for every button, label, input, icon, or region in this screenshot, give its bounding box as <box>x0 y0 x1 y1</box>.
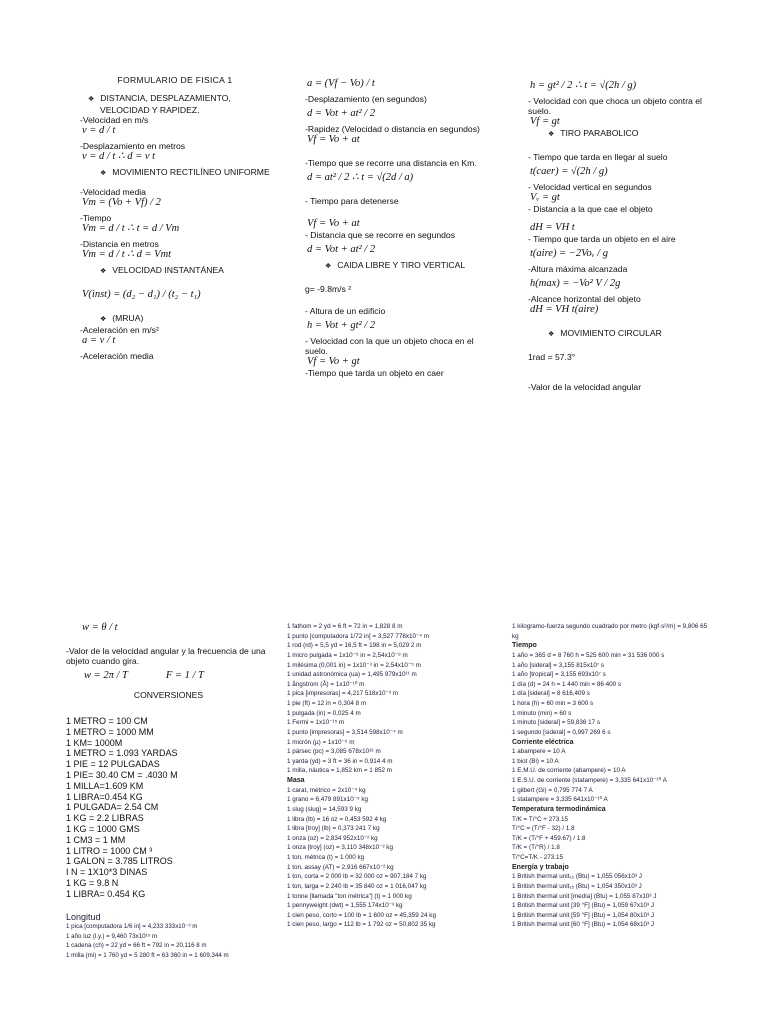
label: -Rapidez (Velocidad o distancia en segundos) <box>305 124 480 134</box>
conversion-line: 1 GALON = 3.785 LITROS <box>66 856 173 867</box>
formula: d = Vot + at² / 2 <box>307 108 376 119</box>
bullet-heading: ❖ DISTANCIA, DESPLAZAMIENTO, VELOCIDAD Y RAPIDEZ. <box>80 93 270 115</box>
formula: t(aire) = −2Voᵥ / g <box>530 248 608 259</box>
conversion-line: 1 pie (ft) = 12 in = 0,304 8 m <box>287 700 367 707</box>
conversion-line: 1 micro pulgada = 1x10⁻⁶ in = 2,54x10⁻⁸ m <box>287 651 408 659</box>
conversion-line: 1 libra [troy] (lb) = 0,373 241 7 kg <box>287 825 380 833</box>
conversion-line: 1 KG = 1000 GMS <box>66 823 140 834</box>
bullet-heading: ❖ MOVIMIENTO CIRCULAR <box>528 328 708 340</box>
formula: h(max) = −Vo² V / 2g <box>530 278 621 289</box>
conversion-line: 1 año luz (l.y.) = 9,460 73x10¹⁵ m <box>66 932 158 940</box>
label: - Distancia a la que cae el objeto <box>528 204 653 214</box>
label: -Velocidad en m/s <box>80 115 149 125</box>
label: -Desplazamiento en metros <box>80 141 186 151</box>
conversion-line: 1 cadena (ch) = 22 yd = 66 ft = 792 in = 20,116 8 m <box>66 942 207 950</box>
conversion-line: 1 año [tropical] = 3,155 693x10⁷ s <box>512 671 606 679</box>
formula: dH = VH t(aire) <box>530 304 599 315</box>
conversion-line: T/°C = (T/°F - 32) / 1.8 <box>512 825 575 833</box>
formula: a = v / t <box>82 335 116 346</box>
conversion-line: 1 LIBRA= 0.454 KG <box>66 888 146 899</box>
conversion-line: 1 METRO = 100 CM <box>66 716 148 726</box>
conversion-line: 1 carat, métrico = 2x10⁻⁴ kg <box>287 786 366 794</box>
label: -Aceleración en m/s² <box>80 325 159 335</box>
conversion-line: 1 año [sideral] = 3,155 815x10⁷ s <box>512 661 605 669</box>
formula: a = (Vf − Vo) / t <box>307 78 375 89</box>
formula: d = Vot + at² / 2 <box>307 244 376 255</box>
conversion-line: 1 micrón (µ) = 1x10⁻⁶ m <box>287 738 355 746</box>
label: - Velocidad con que choca un objeto contra el suelo. <box>528 96 702 116</box>
conversion-line: 1 abampere = 10 A <box>512 748 566 756</box>
conversion-line: 1 statampere = 3,335 641x10⁻¹⁰ A <box>512 796 608 804</box>
conversion-line: 1 slug (slug) = 14,593 9 kg <box>287 805 362 813</box>
conversion-line: 1 British thermal unit [59 °F] (Btu) = 1,054 80x10³ J <box>512 911 654 919</box>
conversion-line: 1 British thermal unit₁₅ (Btu) = 1,054 350x10³ J <box>512 882 642 890</box>
formula: w = θ / t <box>82 622 118 633</box>
label: -Altura máxima alcanzada <box>528 264 628 274</box>
units-column-3 <box>512 622 712 930</box>
column-2 <box>305 78 480 378</box>
formula: Vf = gt <box>530 116 560 127</box>
formula: h = Vot + gt² / 2 <box>307 320 376 331</box>
formula: h = gt² / 2 ∴ t = √(2h / g) <box>530 80 637 91</box>
conversion-line: 1 METRO = 1000 MM <box>66 726 154 737</box>
formula: v = d / t <box>82 125 116 136</box>
conversion-line: T/K = (T/°R) / 1.8 <box>512 844 560 852</box>
label: - Altura de un edificio <box>305 306 386 316</box>
conversion-line: 1 ton, larga = 2 240 lb = 35 840 oz = 1 016,047 kg <box>287 882 427 890</box>
conversion-line: 1 PULGADA= 2.54 CM <box>66 802 159 813</box>
conversion-line: 1 fathom = 2 yd = 6 ft = 72 in = 1,828 8 m <box>287 623 403 630</box>
conversion-line: 1 British thermal unit [39 °F] (Btu) = 1,059 67x10³ J <box>512 902 654 910</box>
conversion-line: 1 onza (oz) = 2,834 952x10⁻² kg <box>287 834 378 842</box>
label: - Tiempo para detenerse <box>305 196 399 206</box>
bullet-heading: ❖ (MRUA) <box>80 313 270 325</box>
conversion-line: 1 LIBRA=0.454 KG <box>66 791 143 802</box>
conversion-line: 1 día [sideral] = 8 616,409 s <box>512 690 590 698</box>
label: -Desplazamiento (en segundos) <box>305 94 427 104</box>
conversion-line: 1 minuto [sideral] = 59,836 17 s <box>512 719 601 727</box>
conversion-line: 1 cien peso, corto = 100 lb = 1 600 oz = 45,359 24 kg <box>287 911 436 919</box>
label: -Tiempo que se recorre una distancia en Km. <box>305 158 477 168</box>
conversion-line: 1 pica [computadora 1/6 in] = 4,233 333x10⁻³ m <box>66 923 198 931</box>
conversion-line: T/°C=T/K - 273.15 <box>512 854 563 861</box>
label: - Tiempo que tarda en llegar al suelo <box>528 152 668 162</box>
formula: V(inst) = (d₂ − d₁) / (t₂ − t₁) <box>82 289 201 300</box>
section-header: Tiempo <box>512 642 537 650</box>
conversion-line: 1 minuto (min) = 60 s <box>512 709 572 717</box>
label: -Velocidad media <box>80 187 146 197</box>
conversion-line: 1 CM3 = 1 MM <box>66 834 126 845</box>
formula: F = 1 / T <box>165 670 204 681</box>
conversion-line: 1 pennyweight (dwt) = 1,555 174x10⁻³ kg <box>287 902 403 910</box>
label: -Tiempo que tarda un objeto en caer <box>305 368 444 378</box>
section-title: CONVERSIONES <box>133 690 204 700</box>
conversion-line: 1 MILLA=1.609 KM <box>66 780 144 791</box>
conversion-line: 1 PIE= 30.40 CM = .4030 M <box>66 769 178 780</box>
label: -Alcance horizontal del objeto <box>528 294 641 304</box>
conversion-line: 1 segundo [sideral] = 0,997 269 6 s <box>512 728 611 736</box>
conversion-line: 1 LITRO = 1000 CM ³ <box>66 845 153 856</box>
label: -Tiempo <box>80 213 112 223</box>
formula: Vm = d / t ∴ d = Vmt <box>82 249 172 260</box>
conversion-line: 1 libra (lb) = 16 oz = 0,453 592 4 kg <box>287 815 387 823</box>
conversion-line: 1 KG = 9.8 N <box>66 877 119 888</box>
label: g= -9.8m/s ² <box>305 284 352 294</box>
conversion-line: 1 onza [troy] (oz) = 3,110 348x10⁻² kg <box>287 844 393 852</box>
conversion-line: 1 ton, assay (AT) = 2,916 667x10⁻² kg <box>287 863 394 871</box>
conversion-line: 1 grano = 6,479 891x10⁻⁵ kg <box>287 796 369 804</box>
conversion-line: 1 pulgada (in) = 0,025 4 m <box>287 709 361 717</box>
bullet-heading: ❖ TIRO PARABOLICO <box>528 128 708 140</box>
conversion-line: 1 rod (rd) = 5,5 yd = 16,5 ft = 198 in = 5,029 2 m <box>287 642 422 650</box>
conversion-line: 1 tonne [llamada "ton métrica"] (t) = 1 000 kg <box>287 892 412 900</box>
column-1 <box>80 75 270 361</box>
conversion-line: 1 E.M.U. de corriente (abampere) = 10 A <box>512 767 626 775</box>
conversion-line: 1 milésima (0,001 in) = 1x10⁻³ in = 2,54x10⁻⁵ m <box>287 661 421 669</box>
conversion-line: 1 punto [computadora 1/72 in] = 3,527 778x10⁻⁴ m <box>287 632 430 640</box>
conversion-line: 1 PIE = 12 PULGADAS <box>66 759 160 770</box>
label: -Aceleración media <box>80 351 154 361</box>
conversion-line: 1 ton, métrica (t) = 1 000 kg <box>287 854 365 861</box>
conversion-line: 1 cien peso, largo = 112 lb = 1 792 oz = 50,802 35 kg <box>287 921 436 929</box>
formula: Vf = Vo + gt <box>307 356 360 367</box>
conversions-column <box>66 622 271 960</box>
section-header: Longitud <box>66 911 101 922</box>
conversion-line: 1 ton, corta = 2 000 lb = 32 000 oz = 907,184 7 kg <box>287 873 427 881</box>
formula: v = d / t ∴ d = v t <box>82 151 156 162</box>
page-title: FORMULARIO DE FISICA 1 <box>117 75 233 85</box>
conversion-line: 1 British thermal unit₁₀ (Btu) = 1,055 056x10³ J <box>512 873 642 881</box>
formula: w = 2π / T <box>84 670 128 681</box>
label: - Distancia que se recorre en segundos <box>305 230 455 240</box>
conversion-line: 1 milla, náutica = 1,852 km = 1 852 m <box>287 767 393 775</box>
section-header: Corriente eléctrica <box>512 738 574 746</box>
conversion-line: 1 Fermi = 1x10⁻¹⁵ m <box>287 719 345 727</box>
label: -Valor de la velocidad angular y la frecuencia de una objeto cuando gira. <box>66 646 266 666</box>
conversion-line: 1 hora (h) = 60 min = 3 600 s <box>512 700 594 707</box>
conversion-line: T/K = T/°C + 273.15 <box>512 815 568 823</box>
bullet-heading: ❖ MOVIMIENTO RECTILÍNEO UNIFORME <box>80 167 270 179</box>
conversion-line: 1 día (d) = 24 h = 1 440 min = 86 400 s <box>512 680 622 688</box>
label: - Velocidad con la que un objeto choca en el suelo. <box>305 336 474 356</box>
conversion-line: 1 biot (Bi) = 10 A <box>512 757 559 765</box>
conversion-line: 1 METRO = 1.093 YARDAS <box>66 748 178 759</box>
formula: Vᵥ = gt <box>530 192 560 203</box>
conversion-line: I N = 1X10*3 DINAS <box>66 867 148 878</box>
label: -Valor de la velocidad angular <box>528 382 642 392</box>
formula: Vm = d / t ∴ t = d / Vm <box>82 223 180 234</box>
conversion-line: 1 unidad astronómica (ua) = 1,495 979x10¹¹ m <box>287 671 417 679</box>
bullet-heading: ❖ VELOCIDAD INSTANTÁNEA <box>80 265 270 277</box>
conversion-line: 1 punto [impresoras] = 3,514 598x10⁻⁴ m <box>287 728 403 736</box>
label: 1rad = 57.3° <box>528 352 576 362</box>
conversion-line: 1 pársec (pc) = 3,085 678x10¹⁶ m <box>287 748 381 756</box>
units-column-2 <box>287 622 509 930</box>
formula: d = at² / 2 ∴ t = √(2d / a) <box>307 172 414 183</box>
section-header: Energía y trabajo <box>512 863 569 871</box>
conversion-line: 1 ångstrom (Å) = 1x10⁻¹⁰ m <box>287 680 365 688</box>
conversion-line: 1 año = 365 d = 8 760 h = 525 600 min = 31 536 000 s <box>512 651 665 659</box>
formula: Vf = Vo + at <box>307 134 360 145</box>
conversion-line: 1 pica [impresoras] = 4,217 518x10⁻³ m <box>287 690 398 698</box>
formula: Vf = Vo + at <box>307 218 360 229</box>
formula: Vm = (Vo + Vf) / 2 <box>82 197 161 208</box>
section-header: Temperatura termodinámica <box>512 805 606 813</box>
conversion-line: T/K = (T/°F + 459.67) / 1.8 <box>512 834 586 842</box>
conversion-line: 1 British thermal unit [medía] (Btu) = 1,055 87x10³ J <box>512 892 657 900</box>
section-header: Masa <box>287 777 305 784</box>
column-3 <box>528 80 708 392</box>
conversion-line: 1 gilbert (Gi) = 0,795 774 7 A <box>512 786 593 794</box>
label: -Distancia en metros <box>80 239 159 249</box>
formula: t(caer) = √(2h / g) <box>530 166 608 177</box>
bullet-heading: ❖ CAIDA LIBRE Y TIRO VERTICAL <box>305 260 480 272</box>
conversion-line: 1 kilogramo-fuerza segundo cuadrado por metro (kgf·s²/m) = 9,806 65 kg <box>512 623 708 640</box>
conversion-line: 1 milla (mi) = 1 760 yd = 5 280 ft = 63 360 in = 1 609,344 m <box>66 951 229 959</box>
label: - Tiempo que tarda un objeto en el aire <box>528 234 676 244</box>
formula: dH = VH t <box>530 222 575 233</box>
label: - Velocidad vertical en segundos <box>528 182 652 192</box>
conversion-line: 1 yarda (yd) = 3 ft = 36 in = 0,914 4 m <box>287 757 393 765</box>
conversion-line: 1 British thermal unit [60 °F] (Btu) = 1,054 68x10³ J <box>512 921 654 929</box>
conversion-line: 1 KM= 1000M <box>66 737 123 748</box>
conversion-line: 1 KG = 2.2 LIBRAS <box>66 813 144 824</box>
conversion-line: 1 E.S.U. de corriente (statampere) = 3,335 641x10⁻¹⁰ A <box>512 777 667 784</box>
